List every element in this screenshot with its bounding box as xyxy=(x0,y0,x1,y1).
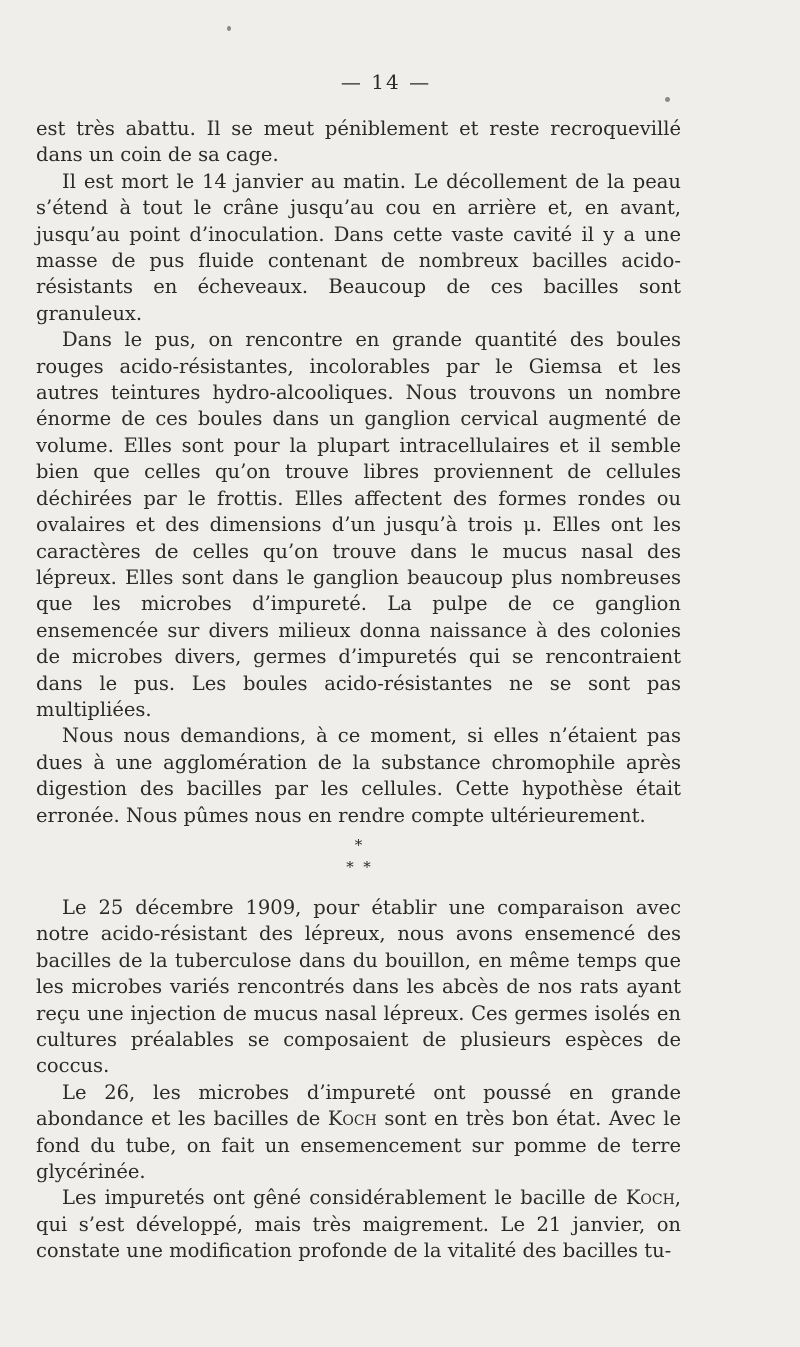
paragraph: est très abattu. Il se meut péniblement et reste recroquevillé dans un coin de sa cage. xyxy=(36,117,681,167)
text-run: sont en très bon état. Avec le fond du tube, on fait un ensemencement sur pomme de terre glycérinée. xyxy=(36,1107,682,1184)
author-name-koch: Koch xyxy=(327,1107,377,1131)
text-run: , qui s’est développé, mais très maigrement. Le 21 janvier, on constate une modification profonde de la vitalité des bacilles tu- xyxy=(36,1186,681,1263)
paragraph xyxy=(36,1185,681,1264)
paragraph: Le 25 décembre 1909, pour établir une comparaison avec notre acido-résistant des lépreux, nous avons ensemencé des bacilles de la tuberculose dans du bouillon, en même temps que les microbes variés rencontrés dans les abcès de nos rats ayant reçu une injection de mucus nasal lépreux. Ces germes isolés en cultures préalables se composaient de plusieurs espèces de coccus. xyxy=(36,895,681,1078)
body-text xyxy=(36,116,681,1265)
section-separator xyxy=(36,837,681,881)
ink-speck xyxy=(665,97,670,102)
asterisk-top: * xyxy=(354,835,363,854)
paragraph: Dans le pus, on rencontre en grande quantité des boules rouges acido-résistantes, incolorables par le Giemsa et les autres teintures hydro-alcooliques. Nous trouvons un nombre énorme de ces boules dans un ganglion cervical augmenté de volume. Elles sont pour la plupart intracellulaires et il semble bien que celles qu’on trouve libres proviennent de cellules déchirées par le frottis. Elles affectent des formes rondes ou ovalaires et des dimensions d’un jusqu’à trois μ. Elles ont les caractères de celles qu’on trouve dans le mucus nasal des lépreux. Elles sont dans le ganglion beaucoup plus nombreuses que les microbes d’impureté. La pulpe de ce ganglion ensemencée sur divers milieux donna naissance à des colonies de microbes divers, germes d’impuretés qui se rencontraient dans le pus. Les boules acido-résistantes ne se sont pas multipliées. xyxy=(36,328,681,721)
asterisk-bottom: * * xyxy=(346,857,371,876)
paragraph: Nous nous demandions, à ce moment, si elles n’étaient pas dues à une agglomération de la substance chromophile après digestion des bacilles par les cellules. Cette hypothèse était erronée. Nous pûmes nous en rendre compte ultérieurement. xyxy=(36,724,681,827)
text-run: Le 26, les microbes d’impureté ont poussé en grande abondance et les bacilles de xyxy=(36,1080,681,1131)
text-run: Les impuretés ont gêné considérablement le bacille de xyxy=(62,1186,626,1210)
paragraph xyxy=(36,1080,681,1186)
page-number: — 14 — xyxy=(340,70,432,94)
ink-speck xyxy=(227,26,231,31)
paragraph: Il est mort le 14 janvier au matin. Le décollement de la peau s’étend à tout le crâne jusqu’au cou en arrière et, en avant, jusqu’au point d’inoculation. Dans cette vaste cavité il y a une masse de pus fluide contenant de nombreux bacilles acido-résistants en écheveaux. Beaucoup de ces bacilles sont granuleux. xyxy=(36,169,681,325)
author-name-koch: Koch xyxy=(625,1186,675,1210)
